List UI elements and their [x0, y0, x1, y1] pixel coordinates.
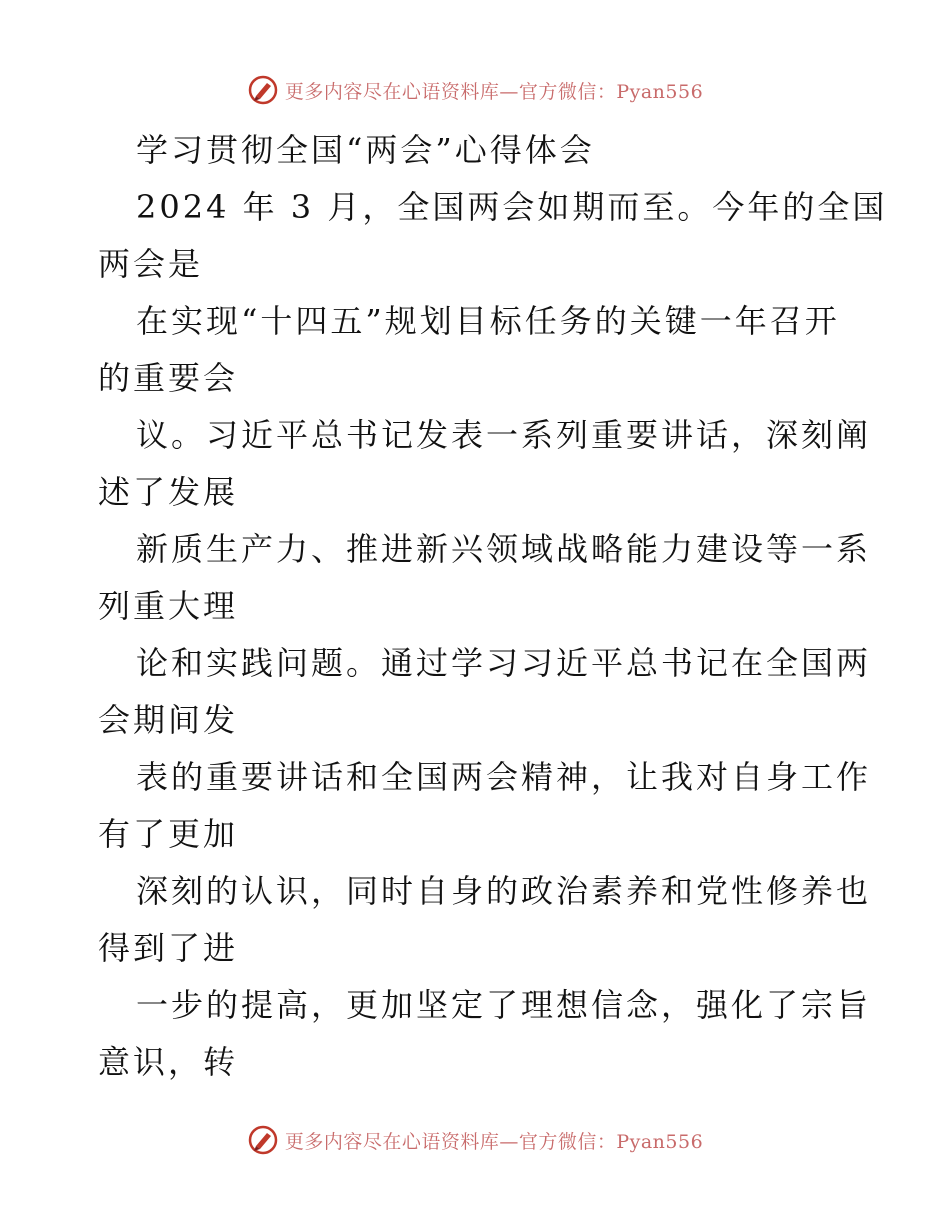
- header-banner: [0, 70, 950, 110]
- paragraph-line: 会期间发: [98, 701, 239, 739]
- paragraph-line: 得到了进: [98, 929, 239, 967]
- paragraph-line: 议。习近平总书记发表一系列重要讲话，深刻阐: [136, 416, 872, 454]
- paragraph-line: 在实现“十四五”规划目标任务的关键一年召开: [136, 302, 840, 340]
- document-title: 学习贯彻全国“两会”心得体会: [136, 131, 595, 169]
- document-body: [98, 122, 888, 1091]
- paragraph-line: 列重大理: [98, 587, 239, 625]
- paragraph-line: 有了更加: [98, 815, 239, 853]
- paragraph-line: 述了发展: [98, 473, 239, 511]
- paragraph-line: 的重要会: [98, 359, 239, 397]
- footer-banner: [0, 1120, 950, 1160]
- paragraph-line: 深刻的认识，同时自身的政治素养和党性修养也: [136, 872, 872, 910]
- banner-text: 更多内容尽在心语资料库—官方微信：Pyan556: [284, 1130, 704, 1153]
- paragraph-line: 新质生产力、推进新兴领域战略能力建设等一系: [136, 530, 872, 568]
- paragraph-line: 论和实践问题。通过学习习近平总书记在全国两: [136, 644, 872, 682]
- pen-logo-icon: [247, 1124, 279, 1156]
- paragraph-line: 意识，转: [98, 1043, 239, 1081]
- pen-logo-icon: [247, 74, 279, 106]
- paragraph-line: 一步的提高，更加坚定了理想信念，强化了宗旨: [136, 986, 872, 1024]
- paragraph-line: 2024 年 3 月，全国两会如期而至。今年的全国: [136, 188, 888, 226]
- paragraph-line: 两会是: [98, 245, 204, 283]
- banner-text: 更多内容尽在心语资料库—官方微信：Pyan556: [284, 80, 704, 103]
- paragraph-line: 表的重要讲话和全国两会精神，让我对自身工作: [136, 758, 872, 796]
